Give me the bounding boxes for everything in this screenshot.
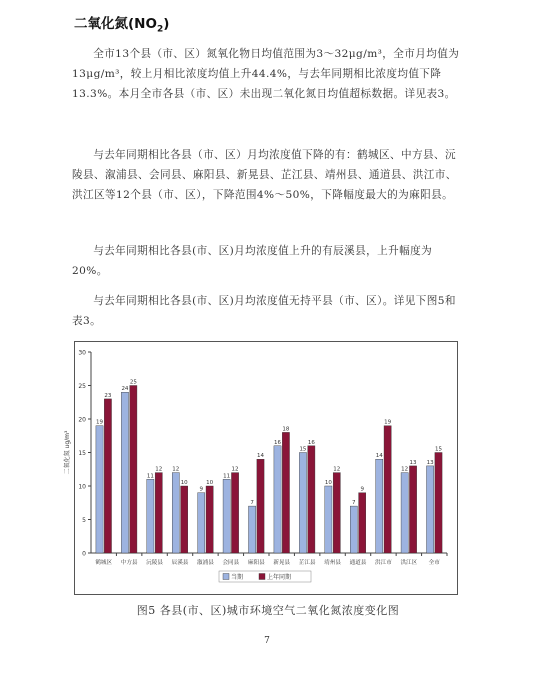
data-label-previous: 23 xyxy=(104,392,112,399)
legend-swatch-current xyxy=(223,574,229,580)
bar-current xyxy=(350,506,357,553)
data-label-previous: 14 xyxy=(256,453,264,460)
data-label-current: 16 xyxy=(274,439,282,446)
bar-current xyxy=(248,506,255,553)
heading-close: ) xyxy=(163,16,170,32)
bar-previous xyxy=(333,473,340,553)
data-label-previous: 25 xyxy=(129,379,137,386)
bar-previous xyxy=(384,426,391,553)
y-tick-label: 25 xyxy=(78,383,86,390)
data-label-current: 19 xyxy=(96,419,104,426)
data-label-current: 12 xyxy=(172,466,180,473)
paragraph-unchanged: 与去年同期相比各县(市、区)月均浓度值无持平县（市、区）。详见下图5和表3。 xyxy=(72,295,456,327)
x-tick-label: 中方县 xyxy=(120,560,138,566)
y-tick-label: 30 xyxy=(78,349,86,357)
data-label-current: 11 xyxy=(146,473,154,480)
y-axis-label: 二氧化氮 ug/m³ xyxy=(64,430,71,475)
x-tick-label: 溆浦县 xyxy=(197,560,214,566)
data-label-current: 9 xyxy=(199,486,203,493)
bar-previous xyxy=(231,473,238,553)
data-label-current: 11 xyxy=(223,473,231,480)
heading-subscript: 2 xyxy=(156,24,164,35)
data-label-previous: 12 xyxy=(231,466,239,473)
data-label-current: 13 xyxy=(426,459,434,466)
data-label-current: 7 xyxy=(250,500,254,507)
bar-current xyxy=(96,426,103,553)
x-tick-label: 辰溪县 xyxy=(171,560,189,566)
x-tick-label: 洪江区 xyxy=(400,560,418,566)
x-tick-label: 沅陵县 xyxy=(146,560,163,566)
bar-current xyxy=(426,466,433,553)
data-label-current: 14 xyxy=(375,453,383,460)
data-label-previous: 10 xyxy=(180,480,188,486)
paragraph-summary: 全市13个县（市、区）氮氧化物日均值范围为3～32μg/m³，全市月均值为13μg/m³，较上月相比浓度均值上升44.4%，与去年同期相比浓度均值下降13.3%。本月全市各县（市、区）未出现二氧化氮日均值超标数据。详见表3。 xyxy=(72,48,460,100)
bar-current xyxy=(121,392,128,553)
y-tick-label: 5 xyxy=(82,517,86,524)
x-tick-label: 通道县 xyxy=(349,560,367,566)
legend-swatch-previous xyxy=(259,574,265,580)
bar-current xyxy=(172,473,179,553)
x-tick-label: 全市 xyxy=(428,560,440,566)
page-number: 7 xyxy=(264,636,270,646)
bar-previous xyxy=(181,486,188,553)
bar-current xyxy=(376,459,383,553)
data-label-previous: 9 xyxy=(360,486,364,493)
data-label-current: 12 xyxy=(401,466,409,473)
y-tick-label: 0 xyxy=(82,550,86,558)
y-tick-label: 10 xyxy=(78,483,86,491)
x-tick-label: 麻阳县 xyxy=(247,560,265,566)
bar-current xyxy=(274,446,281,553)
data-label-previous: 18 xyxy=(282,426,290,433)
data-label-previous: 16 xyxy=(307,439,315,446)
x-tick-label: 靖州县 xyxy=(324,560,341,566)
legend-label-previous: 上年同期 xyxy=(267,574,292,581)
bar-previous xyxy=(308,446,315,553)
x-tick-label: 新晃县 xyxy=(273,560,291,566)
bar-previous xyxy=(257,459,264,553)
paragraph-decrease: 与去年同期相比各县（市、区）月均浓度值下降的有：鹤城区、中方县、沅陵县、溆浦县、会同县、麻阳县、新晃县、芷江县、靖州县、通道县、洪江市、洪江区等12个县（市、区），下降范围4%～50%，下降幅度最大的为麻阳县。 xyxy=(72,149,457,201)
data-label-current: 24 xyxy=(121,386,129,393)
bar-current xyxy=(147,479,154,553)
x-tick-label: 洪江市 xyxy=(375,560,392,566)
legend-label-current: 当期 xyxy=(231,574,244,581)
bar-previous xyxy=(409,466,416,553)
data-label-current: 7 xyxy=(352,500,356,507)
x-tick-label: 芷江县 xyxy=(298,560,316,566)
chart-figure xyxy=(64,341,458,595)
data-label-previous: 13 xyxy=(409,459,417,466)
bar-current xyxy=(198,493,205,553)
bar-current xyxy=(401,473,408,553)
bar-previous xyxy=(155,473,162,553)
data-label-previous: 12 xyxy=(155,466,163,473)
figure-caption: 图5 各县(市、区)城市环境空气二氧化氮浓度变化图 xyxy=(136,604,400,617)
x-tick-label: 会同县 xyxy=(222,560,240,566)
y-tick-label: 15 xyxy=(78,450,86,457)
bar-previous xyxy=(104,399,111,553)
bar-previous xyxy=(359,493,366,553)
data-label-previous: 15 xyxy=(434,446,442,453)
bar-previous xyxy=(282,432,289,553)
no2-bar-chart xyxy=(64,342,457,594)
bar-current xyxy=(299,453,306,554)
bar-previous xyxy=(130,386,137,554)
bar-current xyxy=(223,479,230,553)
data-label-current: 15 xyxy=(299,446,307,453)
bar-previous xyxy=(435,453,442,554)
section-heading xyxy=(74,12,169,35)
x-tick-label: 鹤城区 xyxy=(95,560,113,566)
bar-previous xyxy=(206,486,213,553)
data-label-previous: 10 xyxy=(206,480,214,486)
heading-text: 二氧化氮(NO xyxy=(74,16,157,32)
data-label-previous: 19 xyxy=(384,419,392,426)
bar-current xyxy=(325,486,332,553)
y-tick-label: 20 xyxy=(78,416,86,424)
paragraph-increase: 与去年同期相比各县(市、区)月均浓度值上升的有辰溪县，上升幅度为20%。 xyxy=(72,245,433,277)
data-label-current: 10 xyxy=(324,480,332,486)
data-label-previous: 12 xyxy=(333,466,341,473)
